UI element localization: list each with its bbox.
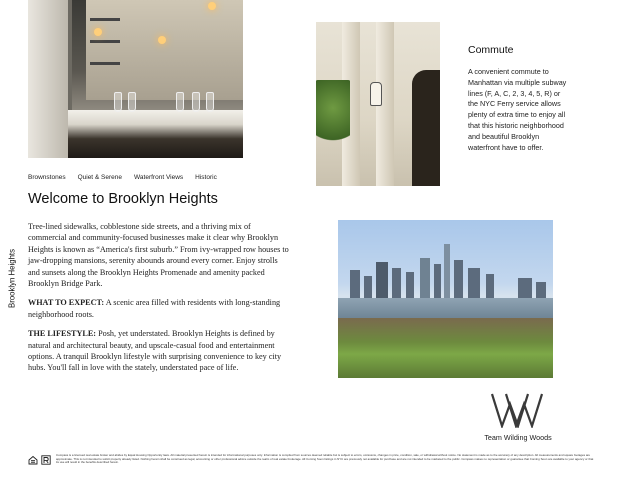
page-title: Welcome to Brooklyn Heights [28,191,218,207]
lifestyle-text: Posh, yet understated. Brooklyn Heights is defined by natural and architectural beauty, and upscale-casual food and entertainment options. A tranquil Brooklyn lifestyle with surprising convenience to key city hubs. You'll fall in love with the stately, understated pace of life. [28,329,282,373]
tag-waterfront-views: Waterfront Views [134,174,184,181]
realtor-icon [41,455,51,465]
feature-tags [28,174,217,181]
equal-housing-icon [28,455,38,465]
building-entrance-photo [316,22,440,186]
legal-disclaimer: Compass is a licensed real estate broker and abides by Equal Housing Opportunity laws. All material presented herein is intended for informational purposes only. Information is compiled from sources deemed reliable but is subject to errors, omissions, changes in price, condition, sale, or withdrawal without notice. No statement is made as to the accuracy of any description. All measurements and square footages are approximate. This is not intended to solicit property already listed. Nothing herein shall be construed as legal, accounting or other professional advice outside the realm of real estate brokerage. All Coming Soon listings in NYC are previously not available for purchase and are not intended to be marketed to the public. Compass makes no representation or guarantee that Coming Soon are available to your agency or that its use will result in the benefits described herein. [56,453,594,465]
intro-paragraph: Tree-lined sidewalks, cobblestone side streets, and a thriving mix of commercial and community-focused businesses make it clear why Brooklyn Heights is known as “America's first suburb.” From ivy-wrapped row houses to jaw-dropping mansions, serenity abounds around every corner. Enjoy strolls and sunsets along the Brooklyn Heights Promenade and amenity packed Brooklyn Bridge Park. [28,222,289,289]
neighborhood-description [28,221,290,382]
expect-paragraph [28,297,290,320]
expect-text: A scenic area filled with residents with long-standing neighborhood roots. [28,298,281,319]
side-label-text: Brooklyn Heights [7,249,17,308]
team-logo-icon [490,392,544,428]
tag-brownstones: Brownstones [28,174,66,181]
restaurant-photo [28,0,243,158]
tag-quiet-serene: Quiet & Serene [77,174,123,181]
team-name: Team Wilding Woods [484,433,552,442]
manhattan-skyline-photo [338,220,553,378]
side-label [6,250,18,312]
lifestyle-label: THE LIFESTYLE: [28,329,97,339]
commute-text: A convenient commute to Manhattan via multiple subway lines (F, A, C, 2, 3, 4, 5, R) or the NYC Ferry service allows plenty of extra time to enjoy all that this historic neighborhood and beautiful Brooklyn waterfront have to offer. [468,67,567,152]
lifestyle-paragraph [28,328,290,374]
footer-icons [28,455,54,465]
expect-label: WHAT TO EXPECT: [28,298,105,308]
tag-historic: Historic [195,174,217,181]
commute-heading: Commute [468,44,514,56]
